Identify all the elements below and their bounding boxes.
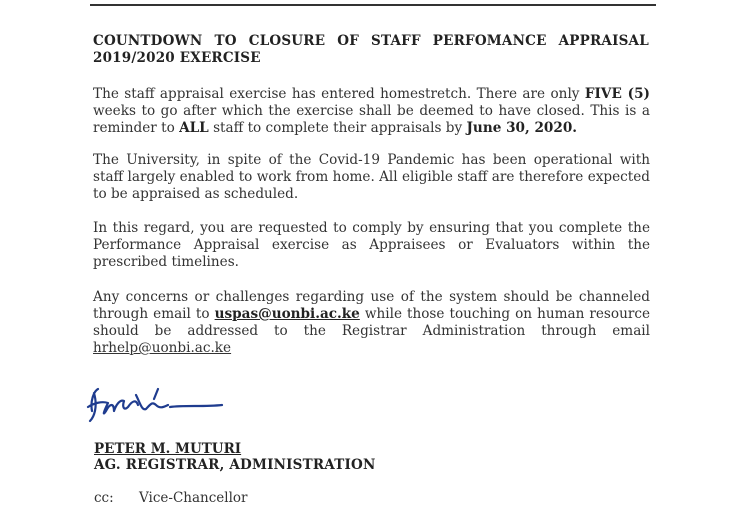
paragraph-line: Any concerns or challenges regarding use of the system should be channeled — [93, 289, 650, 305]
paragraph-compliance — [93, 220, 650, 271]
signature-image — [84, 381, 229, 426]
heading-line-2: 2019/2020 EXERCISE — [93, 50, 261, 66]
paragraph-line: Performance Appraisal exercise as Appraisees or Evaluators within the — [93, 237, 650, 253]
text-emphasis: ALL — [179, 120, 209, 136]
paragraph-line: The University, in spite of the Covid-19 Pandemic has been operational with — [93, 152, 650, 168]
paragraph-line: to be appraised as scheduled. — [93, 186, 299, 202]
heading-word: STAFF — [371, 33, 421, 49]
heading-line-1 — [93, 33, 649, 50]
text-run: The staff appraisal exercise has entered homestretch. There are only — [93, 86, 585, 102]
signatory-title: AG. REGISTRAR, ADMINISTRATION — [94, 457, 376, 473]
paragraph-deadline — [93, 86, 650, 137]
paragraph-line: staff largely enabled to work from home. All eligible staff are therefore expected — [93, 169, 650, 185]
paragraph-contacts — [93, 289, 650, 357]
paragraph-line — [93, 306, 650, 323]
uspas-email-link[interactable]: uspas@uonbi.ac.ke — [214, 306, 360, 322]
weeks-remaining: FIVE (5) — [584, 86, 650, 102]
hrhelp-email-link[interactable]: hrhelp@uonbi.ac.ke — [93, 340, 232, 356]
text-run: staff to complete their appraisals by — [208, 120, 467, 136]
paragraph-covid — [93, 152, 650, 203]
cc-label: cc: — [94, 490, 114, 506]
cc-recipient: Vice-Chancellor — [139, 490, 248, 506]
paragraph-line — [93, 340, 650, 357]
paragraph-line — [93, 86, 650, 103]
paragraph-line — [93, 120, 650, 137]
heading-word: OF — [337, 33, 359, 49]
heading-word: APPRAISAL — [558, 33, 649, 49]
heading-word: TO — [214, 33, 237, 49]
text-run: reminder to — [93, 120, 180, 136]
paragraph-line: weeks to go after which the exercise shall be deemed to have closed. This is a — [93, 103, 650, 119]
signatory-name: PETER M. MUTURI — [94, 441, 242, 457]
paragraph-line: In this regard, you are requested to comply by ensuring that you complete the — [93, 220, 650, 236]
deadline-date: June 30, 2020. — [466, 120, 578, 136]
header-rule — [90, 4, 656, 6]
paragraph-line: prescribed timelines. — [93, 254, 239, 270]
text-run: through email to — [93, 306, 215, 322]
paragraph-line: should be addressed to the Registrar Administration through email — [93, 323, 650, 339]
letter-heading — [93, 33, 649, 67]
heading-word: COUNTDOWN — [93, 33, 203, 49]
text-run: while those touching on human resource — [359, 306, 650, 322]
heading-word: CLOSURE — [248, 33, 326, 49]
heading-word: PERFOMANCE — [432, 33, 547, 49]
